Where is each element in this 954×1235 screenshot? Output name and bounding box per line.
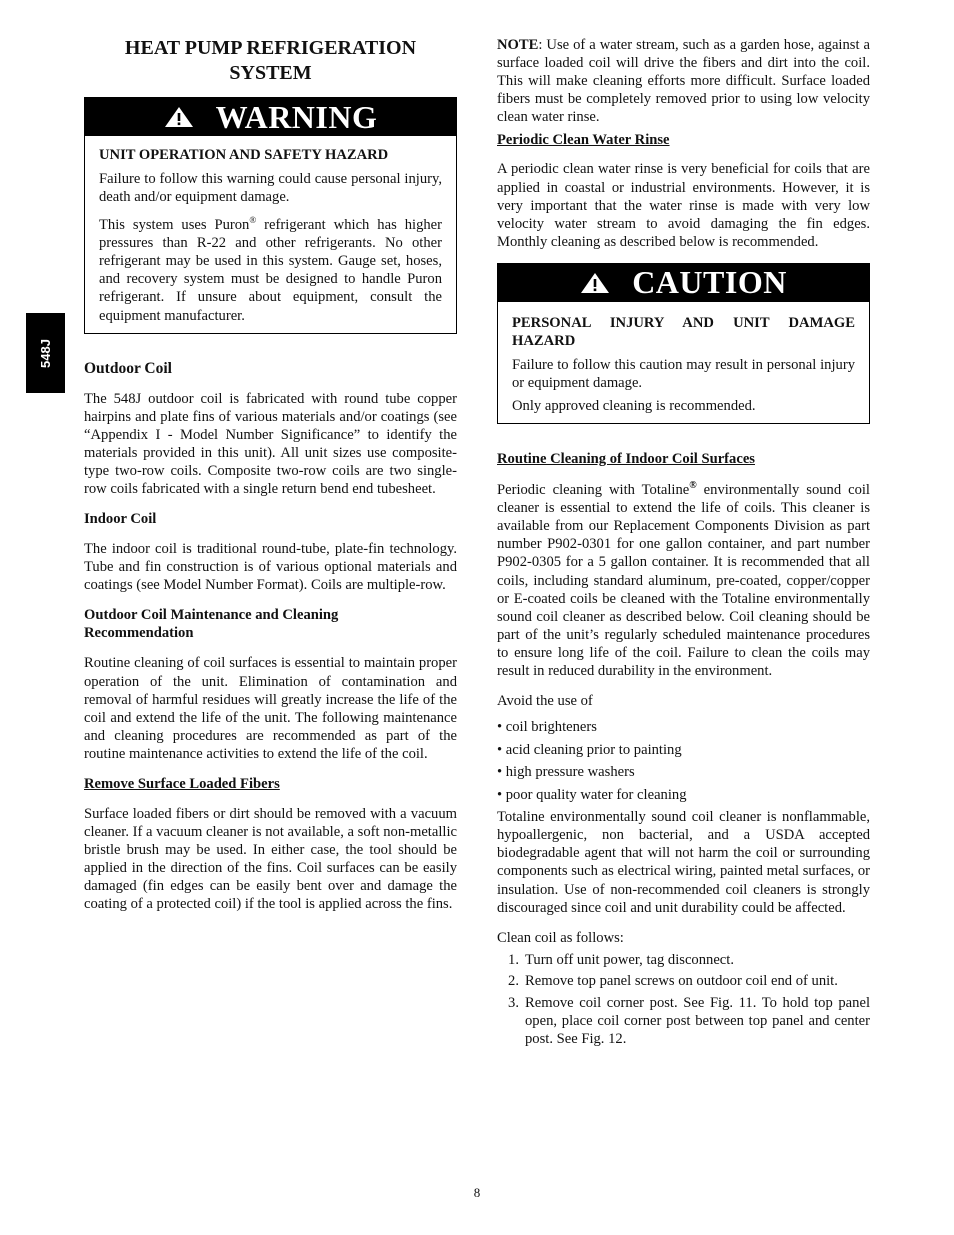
step-text: Turn off unit power, tag disconnect. bbox=[525, 951, 734, 968]
list-item: • acid cleaning prior to painting bbox=[497, 741, 682, 758]
warning-para2-b: refrigerant which has higher pressures than R-22 and other refrigerants. No other refrigerant may be used in this system. Gauge set, hoses, and recovery system must be designed to handle Puron refrigerant. If unsure about equipment, consult the equipment manufacturer. bbox=[99, 217, 442, 324]
caution-hazard-title: PERSONAL INJURY AND UNIT DAMAGE HAZARD bbox=[512, 314, 855, 349]
warning-header bbox=[85, 98, 456, 136]
avoid-intro: Avoid the use of bbox=[497, 693, 593, 710]
caution-box bbox=[497, 263, 870, 424]
caution-body bbox=[498, 302, 869, 423]
indoor-coil-heading: Indoor Coil bbox=[84, 511, 157, 528]
list-item bbox=[497, 951, 870, 969]
maintenance-heading-line1: Outdoor Coil Maintenance and Cleaning bbox=[84, 607, 339, 624]
remove-fibers-text: Surface loaded fibers or dirt should be removed with a vacuum cleaner. If a vacuum cleaner is not available, a soft non-metallic bristle brush may be used. In either case, the tool should be applied in the direction of the fins. Coil surfaces can be easily damaged (fin edges can be easily bent over and damage the coating of a protected coil) if the tool is applied across the fins. bbox=[84, 806, 457, 913]
note-paragraph bbox=[497, 36, 870, 126]
remove-fibers-heading: Remove Surface Loaded Fibers bbox=[84, 776, 280, 793]
totaline-text: Totaline environmentally sound coil cleaner is nonflammable, hypoallergenic, non bacterial, and a USDA accepted biodegradable agent that will not harm the coil or surrounding components such as electrical wiring, painted metal surfaces, or insulation. Use of non-recommended coil cleaners is strongly discouraged since coil and unit durability could be affected. bbox=[497, 809, 870, 916]
list-item: • poor quality water for cleaning bbox=[497, 786, 687, 803]
maintenance-text: Routine cleaning of coil surfaces is essential to maintain proper operation of the unit. Elimination of contamination and removal of harmful residues will greatly increase the life of the coil and extend the life of the unit. The following maintenance and cleaning procedures are recommended as part of the routine maintenance activities to extend the life of the coil. bbox=[84, 655, 457, 762]
registered-mark: ® bbox=[249, 215, 257, 226]
step-number: 3. bbox=[508, 995, 519, 1012]
rinse-text: A periodic clean water rinse is very beneficial for coils that are applied in coastal or industrial environments. However, it is very important that the water rinse is made with very low velocity water stream to avoid damaging the fin edges. Monthly cleaning as described below is recommended. bbox=[497, 161, 870, 250]
list-item: • coil brighteners bbox=[497, 719, 597, 736]
list-item bbox=[497, 972, 870, 990]
caution-para2: Only approved cleaning is recommended. bbox=[512, 398, 756, 415]
caution-para1: Failure to follow this caution may result in personal injury or equipment damage. bbox=[512, 356, 855, 392]
list-item bbox=[497, 994, 870, 1048]
section-title-line2: SYSTEM bbox=[229, 62, 312, 84]
note-label: NOTE bbox=[497, 37, 539, 53]
step-number: 1. bbox=[508, 951, 519, 968]
routine-text-a: Periodic cleaning with Totaline bbox=[497, 482, 690, 499]
warning-para2 bbox=[99, 211, 442, 324]
outdoor-coil-text: The 548J outdoor coil is fabricated with round tube copper hairpins and plate fins of various materials and/or coatings (see “Appendix I - Model Number Significance” to identify the materials provided in this unit). All unit sizes use composite-type two-row coils. Composite two-row coils are two single-row coils fabricated with a single return bend end tubesheet. bbox=[84, 390, 457, 498]
side-tab bbox=[26, 313, 65, 393]
rinse-heading: Periodic Clean Water Rinse bbox=[497, 132, 670, 149]
left-column bbox=[84, 36, 457, 914]
section-title bbox=[84, 36, 457, 86]
indoor-coil-text: The indoor coil is traditional round-tube, plate-fin technology. Tube and fin construction is of various optional materials and coatings (see Model Number Format). Coils are multiple-row. bbox=[84, 541, 457, 594]
outdoor-coil-heading: Outdoor Coil bbox=[84, 359, 172, 377]
warning-box bbox=[84, 97, 457, 334]
step-text: Remove top panel screws on outdoor coil end of unit. bbox=[525, 973, 838, 990]
step-text: Remove coil corner post. See Fig. 11. To hold top panel open, place coil corner post between top panel and center post. See Fig. 12. bbox=[525, 995, 870, 1048]
caution-header bbox=[498, 264, 869, 302]
avoid-list bbox=[497, 716, 870, 806]
caution-triangle-icon bbox=[580, 272, 610, 294]
warning-triangle-icon bbox=[164, 106, 194, 128]
step-number: 2. bbox=[508, 973, 519, 990]
maintenance-heading-line2: Recommendation bbox=[84, 625, 194, 642]
warning-label: WARNING bbox=[215, 98, 378, 135]
registered-mark: ® bbox=[689, 480, 697, 492]
right-column bbox=[497, 36, 870, 1052]
warning-body bbox=[85, 136, 456, 333]
warning-hazard-title: UNIT OPERATION AND SAFETY HAZARD bbox=[99, 147, 389, 163]
warning-para1: Failure to follow this warning could cause personal injury, death and/or equipment damage. bbox=[99, 171, 442, 206]
warning-para2-a: This system uses Puron bbox=[99, 217, 250, 234]
page-number: 8 bbox=[473, 1185, 481, 1200]
routine-heading: Routine Cleaning of Indoor Coil Surfaces bbox=[497, 451, 755, 468]
caution-label: CAUTION bbox=[632, 264, 787, 301]
maintenance-heading bbox=[84, 606, 457, 642]
list-item: • high pressure washers bbox=[497, 764, 635, 781]
routine-text-b: environmentally sound coil cleaner is essential to extend the life of coils. This cleaner is available from our Replacement Components Division as part number P902-0301 for one gallon container, and part number P902-0305 for a 5 gallon container. It is recommended that all coils, including standard aluminum, pre-coated, copper/copper or E-coated coils be cleaned with the Totaline environmentally sound coil cleaner as described below. Coil cleaning should be part of the unit’s regularly scheduled maintenance procedures to ensure long life of the coil. Failure to clean the coils may result in reduced durability in the environment. bbox=[497, 482, 870, 680]
side-tab-label: 548J bbox=[37, 338, 53, 368]
routine-text bbox=[497, 477, 870, 680]
note-text: : Use of a water stream, such as a garden hose, against a surface loaded coil will drive the fibers and dirt into the coil. This will make cleaning efforts more difficult. Surface loaded fibers must be completely removed prior to using low velocity clean water rinse. bbox=[497, 37, 870, 126]
clean-intro: Clean coil as follows: bbox=[497, 929, 624, 946]
section-title-line1: HEAT PUMP REFRIGERATION bbox=[124, 37, 417, 59]
clean-steps bbox=[497, 951, 870, 1048]
